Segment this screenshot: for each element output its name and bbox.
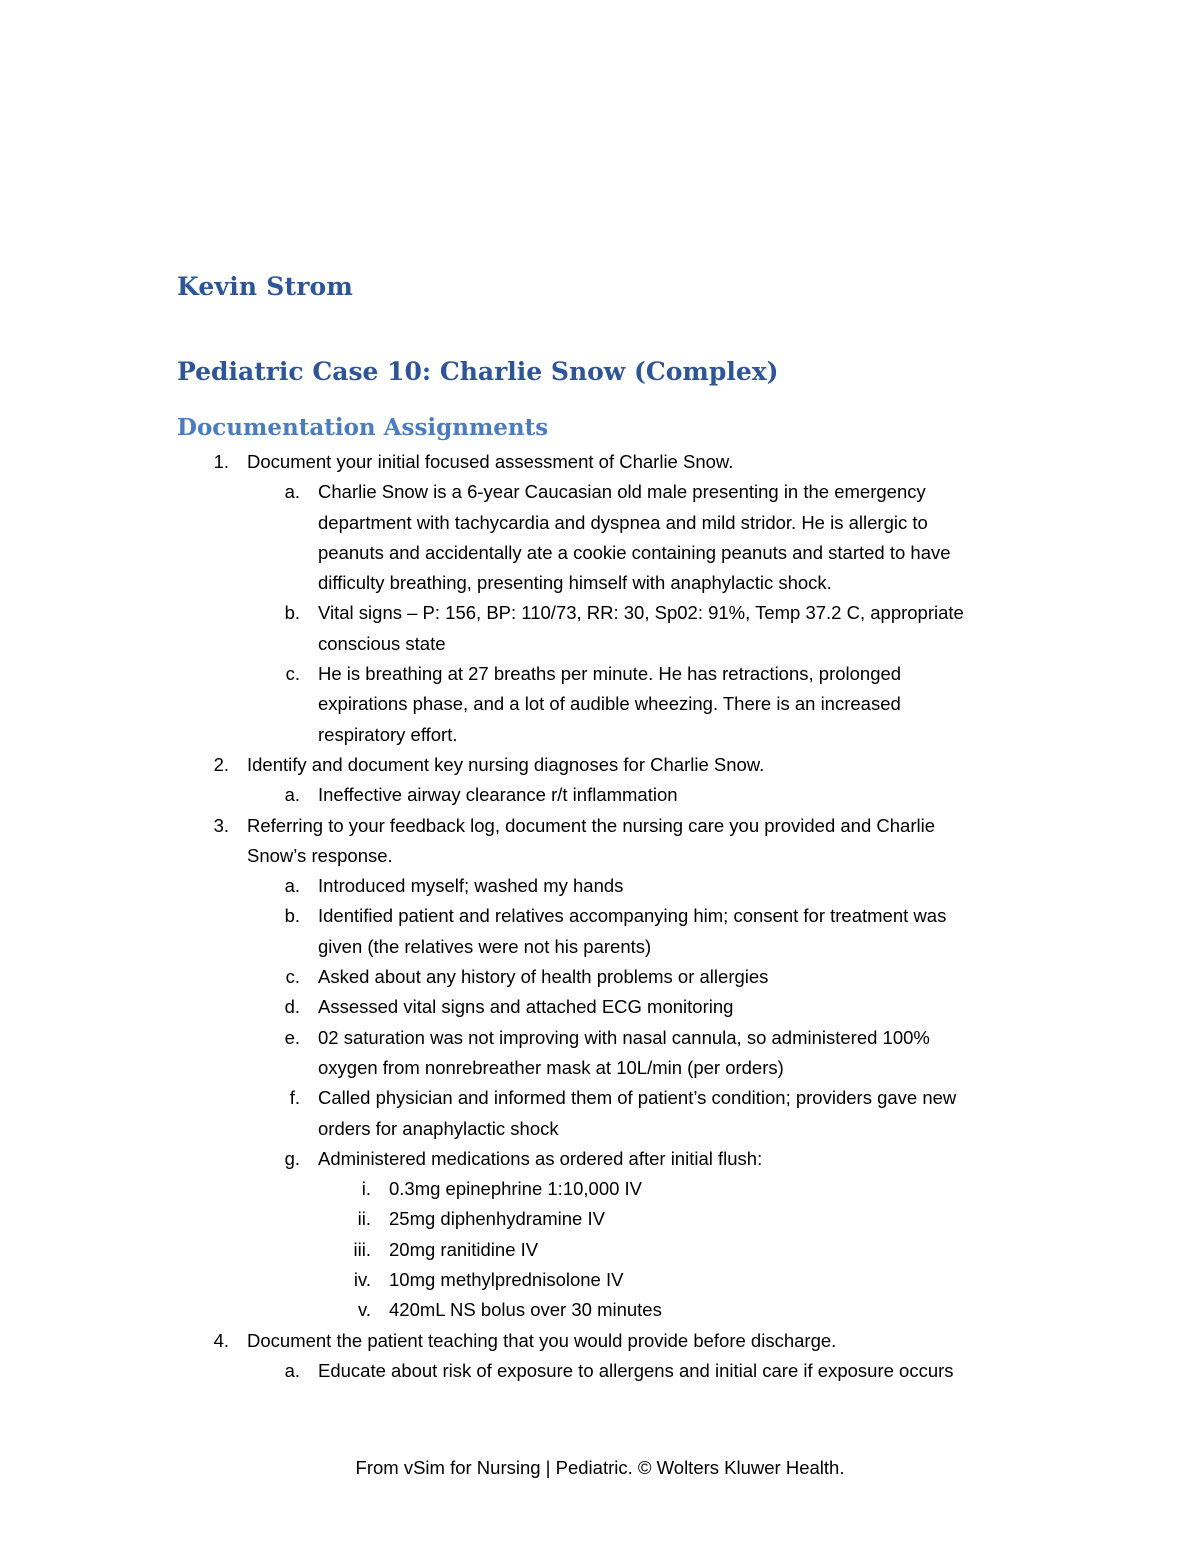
list-item-text: orders for anaphylactic shock — [318, 1117, 559, 1139]
list-marker: a. — [284, 481, 300, 503]
case-title: Pediatric Case 10: Charlie Snow (Complex) — [177, 357, 779, 386]
section-title: Documentation Assignments — [177, 414, 549, 441]
list-marker: 1. — [213, 451, 229, 472]
list-item — [177, 1023, 1027, 1084]
list-item — [177, 1326, 1027, 1356]
list-item — [177, 1083, 1027, 1144]
list-marker: 2. — [213, 753, 229, 775]
list-item — [177, 1174, 1027, 1204]
list-marker: b. — [284, 905, 300, 927]
list-marker: c. — [285, 966, 300, 988]
list-item — [177, 750, 1027, 780]
list-item-text: department with tachycardia and dyspnea and mild stridor. He is allergic to — [318, 511, 928, 533]
list-item — [177, 1356, 1027, 1386]
list-item-text: Identified patient and relatives accompanying him; consent for treatment was — [318, 905, 947, 927]
list-item — [177, 598, 1027, 659]
list-item-text: Introduced myself; washed my hands — [318, 875, 624, 897]
list-item-text: 0.3mg epinephrine 1:10,000 IV — [389, 1178, 643, 1200]
list-item-text: Identify and document key nursing diagnoses for Charlie Snow. — [247, 753, 765, 775]
list-item — [177, 871, 1027, 901]
list-marker: a. — [284, 1359, 300, 1381]
list-item — [177, 1204, 1027, 1234]
list-item-text: He is breathing at 27 breaths per minute. He has retractions, prolonged — [318, 663, 902, 685]
list-marker: b. — [284, 602, 300, 624]
list-marker: 3. — [213, 814, 229, 836]
list-item-text: Assessed vital signs and attached ECG monitoring — [318, 996, 734, 1018]
list-marker: ii. — [357, 1208, 371, 1230]
list-item-text: Charlie Snow is a 6-year Caucasian old male presenting in the emergency — [318, 481, 926, 503]
list-item — [177, 659, 1027, 750]
list-item-text: difficulty breathing, presenting himself with anaphylactic shock. — [318, 572, 832, 594]
list-item-text: 420mL NS bolus over 30 minutes — [389, 1299, 662, 1321]
list-item — [177, 901, 1027, 962]
list-item-text: peanuts and accidentally ate a cookie containing peanuts and started to have — [318, 541, 951, 563]
list-marker: i. — [361, 1178, 371, 1200]
list-marker: a. — [284, 875, 300, 897]
list-item-text: Document your initial focused assessment of Charlie Snow. — [247, 451, 734, 472]
list-item — [177, 992, 1027, 1022]
list-item-text: Asked about any history of health problems or allergies — [318, 966, 769, 988]
list-item-text: Referring to your feedback log, document the nursing care you provided and Charlie — [247, 814, 935, 836]
list-item — [177, 1144, 1027, 1174]
list-marker: f. — [289, 1087, 300, 1109]
list-item — [177, 962, 1027, 992]
list-marker: iv. — [353, 1269, 371, 1291]
list-item — [177, 447, 1027, 477]
list-item-text: oxygen from nonrebreather mask at 10L/min (per orders) — [318, 1056, 784, 1078]
list-item-text: Vital signs – P: 156, BP: 110/73, RR: 30, Sp02: 91%, Temp 37.2 C, appropriate — [318, 602, 964, 624]
list-item-text: Document the patient teaching that you would provide before discharge. — [247, 1329, 837, 1351]
list-marker: e. — [284, 1026, 300, 1048]
list-item-text: Administered medications as ordered after initial flush: — [318, 1147, 763, 1169]
list-item-text: conscious state — [318, 632, 446, 654]
list-item — [177, 811, 1027, 872]
list-item-text: given (the relatives were not his parents) — [318, 935, 652, 957]
list-marker: v. — [357, 1299, 371, 1321]
list-item-text: 20mg ranitidine IV — [389, 1238, 539, 1260]
list-item-text: Called physician and informed them of patient’s condition; providers gave new — [318, 1087, 957, 1109]
list-item — [177, 1295, 1027, 1325]
list-item-text: Snow’s response. — [247, 844, 393, 866]
list-item-text: 25mg diphenhydramine IV — [389, 1208, 605, 1230]
list-item-text: 10mg methylprednisolone IV — [389, 1269, 624, 1291]
list-item — [177, 477, 1027, 598]
list-marker: g. — [284, 1147, 300, 1169]
list-item — [177, 1265, 1027, 1295]
author-name: Kevin Strom — [177, 272, 354, 301]
list-item-text: Educate about risk of exposure to allergens and initial care if exposure occurs — [318, 1359, 954, 1381]
list-item-text: Ineffective airway clearance r/t inflammation — [318, 784, 678, 806]
list-item-text: 02 saturation was not improving with nasal cannula, so administered 100% — [318, 1026, 930, 1048]
list-item-text: respiratory effort. — [318, 723, 458, 745]
list-item-text: expirations phase, and a lot of audible wheezing. There is an increased — [318, 693, 901, 715]
page-footer: From vSim for Nursing | Pediatric. © Wolters Kluwer Health. — [355, 1457, 845, 1478]
list-marker: d. — [284, 996, 300, 1018]
list-item — [177, 1235, 1027, 1265]
list-marker: a. — [284, 784, 300, 806]
assignment-list — [177, 447, 1027, 1386]
list-marker: 4. — [213, 1329, 229, 1351]
list-marker: c. — [285, 663, 300, 685]
list-marker: iii. — [353, 1238, 371, 1260]
list-item — [177, 780, 1027, 810]
